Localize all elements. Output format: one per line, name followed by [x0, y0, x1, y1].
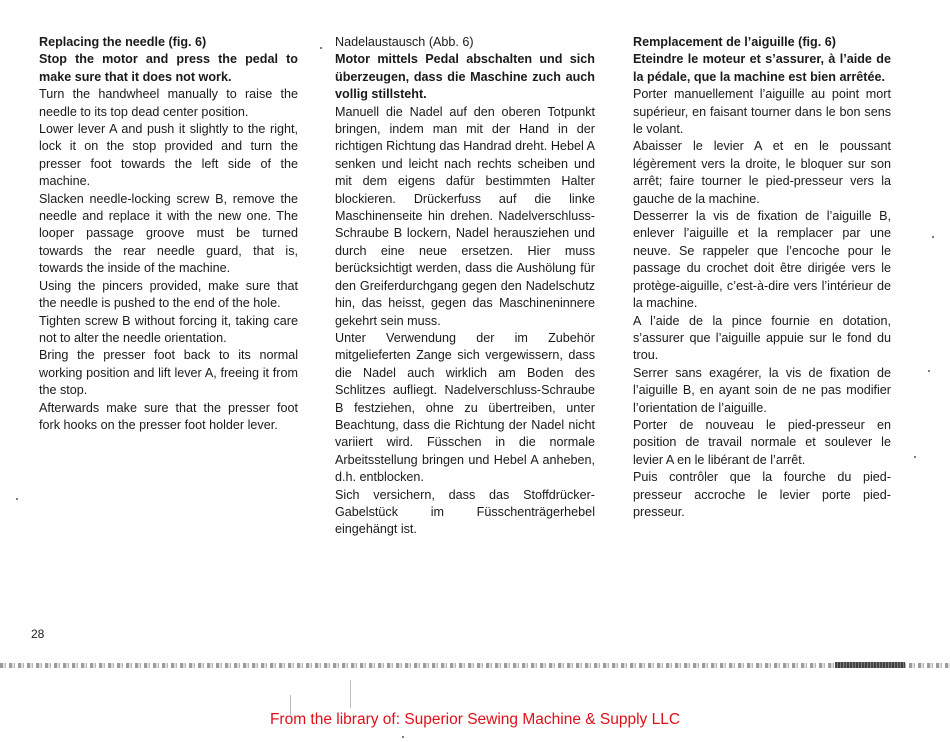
- french-paragraph: Abaisser le levier A et en le poussant légèrement vers la droite, le bloquer sur son arrêt; faire tourner le pied-presseur vers la gauche de la machine.: [633, 139, 891, 206]
- scan-artifact-band: [0, 663, 950, 668]
- english-paragraph: Afterwards make sure that the presser foot fork hooks on the presser foot holder lever.: [39, 400, 298, 432]
- german-paragraph: Manuell die Nadel auf den oberen Totpunkt bringen, indem man mit der Hand in der richtigen Richtung das Handrad dreht. Hebel A senken und leicht nach rechts scheiben und mit dem eigens dafür bestimmten Halter blockieren. Drückerfuss auf die linke Maschinenseite hin drehen. Nadelverschluss-Schraube B lockern, Nadel herausziehen und durch eine neue ersetzen. Hier muss berücksichtigt werden, dass die Aushölung für den Greiferdurchgang gegen den Nadelschutz hin, das heisst, gegen das Maschineninnere gekehrt sein muss.: [335, 104, 595, 328]
- scan-speckle: [914, 456, 916, 458]
- french-paragraph: Porter manuellement l’aiguille au point mort supérieur, en faisant tourner dans le bon sens le volant.: [633, 87, 891, 137]
- scan-speckle: [320, 47, 322, 49]
- german-column: [335, 34, 595, 539]
- scan-speckle: [932, 236, 934, 238]
- scan-artifact-band-dark: [835, 662, 905, 668]
- german-heading: Nadelaustausch (Abb. 6): [335, 35, 474, 49]
- scan-speckle: [402, 736, 404, 738]
- english-paragraph: Slacken needle-locking screw B, remove the needle and replace it with the new one. The looper passage groove must be turned towards the rear needle guard, that is, towards the inside of the machine.: [39, 191, 298, 276]
- library-credit: From the library of: Superior Sewing Machine & Supply LLC: [269, 711, 681, 728]
- english-paragraph: Tighten screw B without forcing it, taking care not to alter the needle orientation.: [39, 313, 298, 345]
- french-paragraph: A l’aide de la pince fournie en dotation, s’assurer que l’aiguille appuie sur le fond du trou.: [633, 313, 891, 363]
- page-number: 28: [31, 627, 45, 641]
- scan-speckle: [350, 680, 351, 708]
- french-warning: Eteindre le moteur et s’assurer, à l’aide de la pédale, que la machine est bien arrêtée.: [633, 52, 891, 84]
- english-column: [39, 34, 298, 434]
- english-paragraph: Lower lever A and push it slightly to the right, lock it on the stop provided and turn the presser foot towards the left side of the machine.: [39, 122, 298, 189]
- french-paragraph: Serrer sans exagérer, la vis de fixation de l’aiguille B, en ayant soin de ne pas modifier l’orientation de l’aiguille.: [633, 365, 891, 415]
- english-paragraph: Using the pincers provided, make sure that the needle is pushed to the end of the hole.: [39, 278, 298, 311]
- scan-speckle: [16, 498, 18, 500]
- german-paragraph: Sich versichern, dass das Stoffdrücker-Gabelstück im Füsschenträgerhebel eingehängt ist.: [335, 487, 595, 537]
- french-heading: Remplacement de l’aiguille (fig. 6): [633, 35, 836, 49]
- scan-speckle: [928, 370, 930, 372]
- english-paragraph: Bring the presser foot back to its normal working position and lift lever A, freeing it from the stop.: [39, 348, 298, 398]
- french-paragraph: Puis contrôler que la fourche du pied-presseur accroche le levier porte pied-presseur.: [633, 470, 891, 519]
- french-paragraph: Porter de nouveau le pied-presseur en position de travail normale et soulever le levier A en le libérant de l’arrêt.: [633, 417, 891, 467]
- german-paragraph: Unter Verwendung der im Zubehör mitgelieferten Zange sich vergewissern, dass die Nadel auch wirklich am Boden des Schlitzes aufliegt. Nadelverschluss-Schraube B festziehen, ohne zu übertreiben, unter Beachtung, dass die Richtung der Nadel nicht variiert wird. Füsschen in die normale Arbeitsstellung bringen und Hebel A anheben, d.h. entblocken.: [335, 330, 595, 485]
- french-paragraph: Desserrer la vis de fixation de l’aiguille B, enlever l’aiguille et la remplacer par une neuve. Se rappeler que l’encoche pour le passage du crochet doit être dirigée vers le protège-aiguille, c’est-à-dire vers l’intérieur de la machine.: [633, 209, 891, 311]
- french-column: [633, 34, 891, 521]
- german-warning: Motor mittels Pedal abschalten und sich überzeugen, dass die Maschine zuch auch vollig stillsteht.: [335, 52, 595, 102]
- english-paragraph: Turn the handwheel manually to raise the needle to its top dead center position.: [39, 87, 298, 119]
- english-heading: Replacing the needle (fig. 6): [39, 35, 207, 49]
- english-warning: Stop the motor and press the pedal to make sure that it does not work.: [39, 52, 298, 84]
